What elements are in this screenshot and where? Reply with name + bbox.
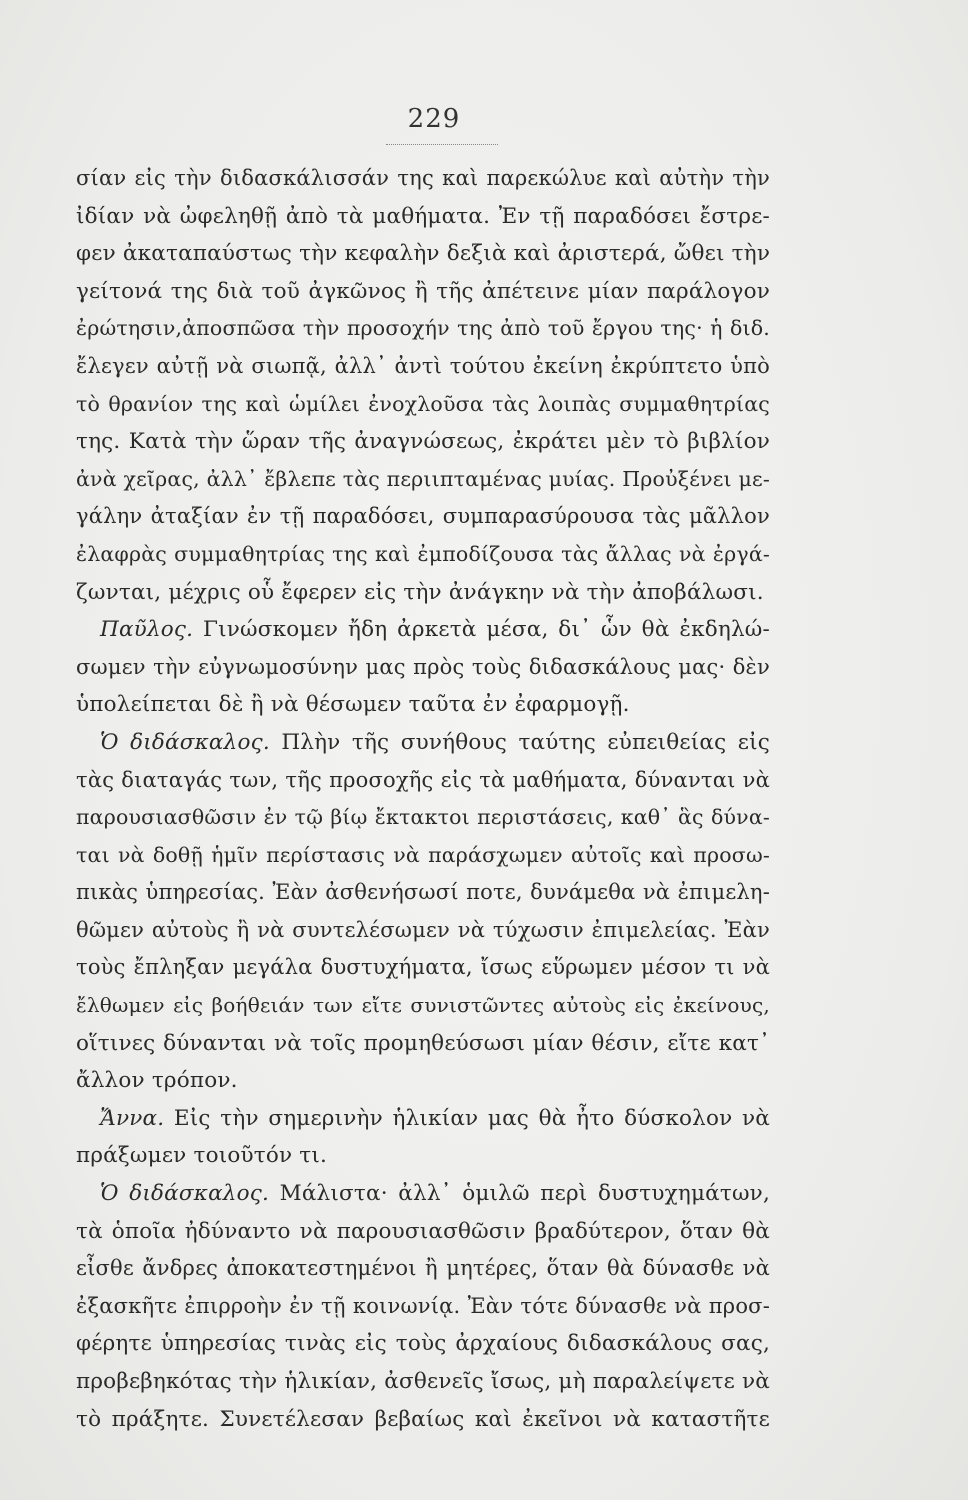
text-line: ἀνὰ χεῖρας, ἀλλ᾽ ἔβλεπε τὰς περιιπταμένας μυίας. Προὐξένει με-: [76, 466, 770, 491]
text-line: ἰδίαν νὰ ὠφεληθῇ ἀπὸ τὰ μαθήματα. Ἐν τῇ παραδόσει ἔστρε-: [76, 203, 770, 229]
speaker-name: Ἄννα.: [100, 1105, 165, 1131]
text-line: φεν ἀκαταπαύστως τὴν κεφαλὴν δεξιὰ καὶ ἀριστερά, ὤθει τὴν: [76, 241, 770, 267]
text-line: γείτονά της διὰ τοῦ ἀγκῶνος ἢ τῆς ἀπέτεινε μίαν παράλογον: [76, 278, 770, 304]
text-line: θῶμεν αὐτοὺς ἢ νὰ συντελέσωμεν νὰ τύχωσιν ἐπιμελείας. Ἐὰν: [76, 917, 770, 942]
text-line: τὸ πράξητε. Συνετέλεσαν βεβαίως καὶ ἐκεῖνοι νὰ καταστῆτε: [76, 1406, 770, 1432]
body-text: [76, 160, 770, 1438]
spoken-text: Πλὴν τῆς συνήθους ταύτης εὐπειθείας εἰς: [281, 729, 770, 755]
page-number: 229: [407, 104, 461, 134]
speaker-name: Ὁ διδάσκαλος.: [100, 1181, 270, 1207]
text-line: πικὰς ὑπηρεσίας. Ἐὰν ἀσθενήσωσί ποτε, δυνάμεθα νὰ ἐπιμελη-: [76, 880, 770, 905]
text-line: προβεβηκότας τὴν ἡλικίαν, ἀσθενεῖς ἴσως, μὴ παραλείψετε νὰ: [76, 1369, 770, 1394]
text-line: ζωνται, μέχρις οὗ ἔφερεν εἰς τὴν ἀνάγκην νὰ τὴν ἀποβάλωσι.: [76, 579, 764, 605]
text-line: ἐρώτησιν,ἀποσπῶσα τὴν προσοχήν της ἀπὸ τοῦ ἔργου της· ἡ διδ.: [76, 316, 770, 341]
text-line: τοὺς ἔπληξαν μεγάλα δυστυχήματα, ἴσως εὕρωμεν μέσον τι νὰ: [76, 955, 770, 980]
text-line: τὰ ὁποῖα ἠδύναντο νὰ παρουσιασθῶσιν βραδύτερον, ὅταν θὰ: [76, 1218, 770, 1244]
text-line: γάλην ἀταξίαν ἐν τῇ παραδόσει, συμπαρασύρουσα τὰς μᾶλλον: [76, 504, 770, 529]
text-line: τὸ θρανίον της καὶ ὡμίλει ἐνοχλοῦσα τὰς λοιπὰς συμμαθητρίας: [76, 391, 770, 416]
dialogue-line: [76, 611, 770, 649]
dialogue-line: [76, 1100, 770, 1138]
text-line: ἐλαφρὰς συμμαθητρίας της καὶ ἐμποδίζουσα τὰς ἄλλας νὰ ἐργά-: [76, 541, 770, 566]
dialogue-line: [76, 1175, 770, 1213]
text-line: οἵτινες δύνανται νὰ τοῖς προμηθεύσωσι μίαν θέσιν, εἴτε κατ᾽: [76, 1030, 770, 1056]
spoken-text: Εἰς τὴν σημερινὴν ἡλικίαν μας θὰ ἦτο δύσκολον νὰ: [173, 1105, 770, 1131]
text-line: φέρητε ὑπηρεσίας τινὰς εἰς τοὺς ἀρχαίους διδασκάλους σας,: [76, 1331, 770, 1357]
text-line: σωμεν τὴν εὐγνωμοσύνην μας πρὸς τοὺς διδασκάλους μας· δὲν: [76, 654, 770, 679]
spoken-text: Μάλιστα· ἀλλ᾽ ὁμιλῶ περὶ δυστυχημάτων,: [279, 1181, 770, 1207]
text-line: ἄλλον τρόπον.: [76, 1068, 238, 1094]
text-line: ἔλθωμεν εἰς βοήθειάν των εἴτε συνιστῶντες αὐτοὺς εἰς ἐκείνους,: [76, 993, 770, 1018]
spoken-text: Γινώσκομεν ἤδη ἀρκετὰ μέσα, δι᾽ ὧν θὰ ἐκδηλώ-: [203, 617, 770, 643]
text-line: ἔλεγεν αὐτῇ νὰ σιωπᾷ, ἀλλ᾽ ἀντὶ τούτου ἐκείνη ἐκρύπτετο ὑπὸ: [76, 353, 770, 378]
text-line: πράξωμεν τοιοῦτόν τι.: [76, 1143, 328, 1169]
text-line: παρουσιασθῶσιν ἐν τῷ βίῳ ἔκτακτοι περιστάσεις, καθ᾽ ἃς δύνα-: [76, 805, 770, 830]
text-line: ὑπολείπεται δὲ ἢ νὰ θέσωμεν ταῦτα ἐν ἐφαρμογῇ.: [76, 692, 630, 718]
text-line: σίαν εἰς τὴν διδασκάλισσάν της καὶ παρεκώλυε καὶ αὐτὴν τὴν: [76, 166, 770, 190]
speaker-name: Παῦλος.: [100, 617, 194, 643]
header-rule: [386, 144, 498, 145]
text-line: εἶσθε ἄνδρες ἀποκατεστημένοι ἢ μητέρες, ὅταν θὰ δύνασθε νὰ: [76, 1256, 770, 1281]
text-line: ται νὰ δοθῇ ἡμῖν περίστασις νὰ παράσχωμεν αὐτοῖς καὶ προσω-: [76, 842, 770, 867]
dialogue-line: [76, 724, 770, 762]
text-line: ἐξασκῆτε ἐπιρροὴν ἐν τῇ κοινωνίᾳ. Ἐὰν τότε δύνασθε νὰ προσ-: [76, 1293, 770, 1318]
text-line: τὰς διαταγάς των, τῆς προσοχῆς εἰς τὰ μαθήματα, δύνανται νὰ: [76, 767, 770, 792]
text-line: της. Κατὰ τὴν ὥραν τῆς ἀναγνώσεως, ἐκράτει μὲν τὸ βιβλίον: [76, 429, 770, 455]
speaker-name: Ὁ διδάσκαλος.: [100, 729, 270, 755]
